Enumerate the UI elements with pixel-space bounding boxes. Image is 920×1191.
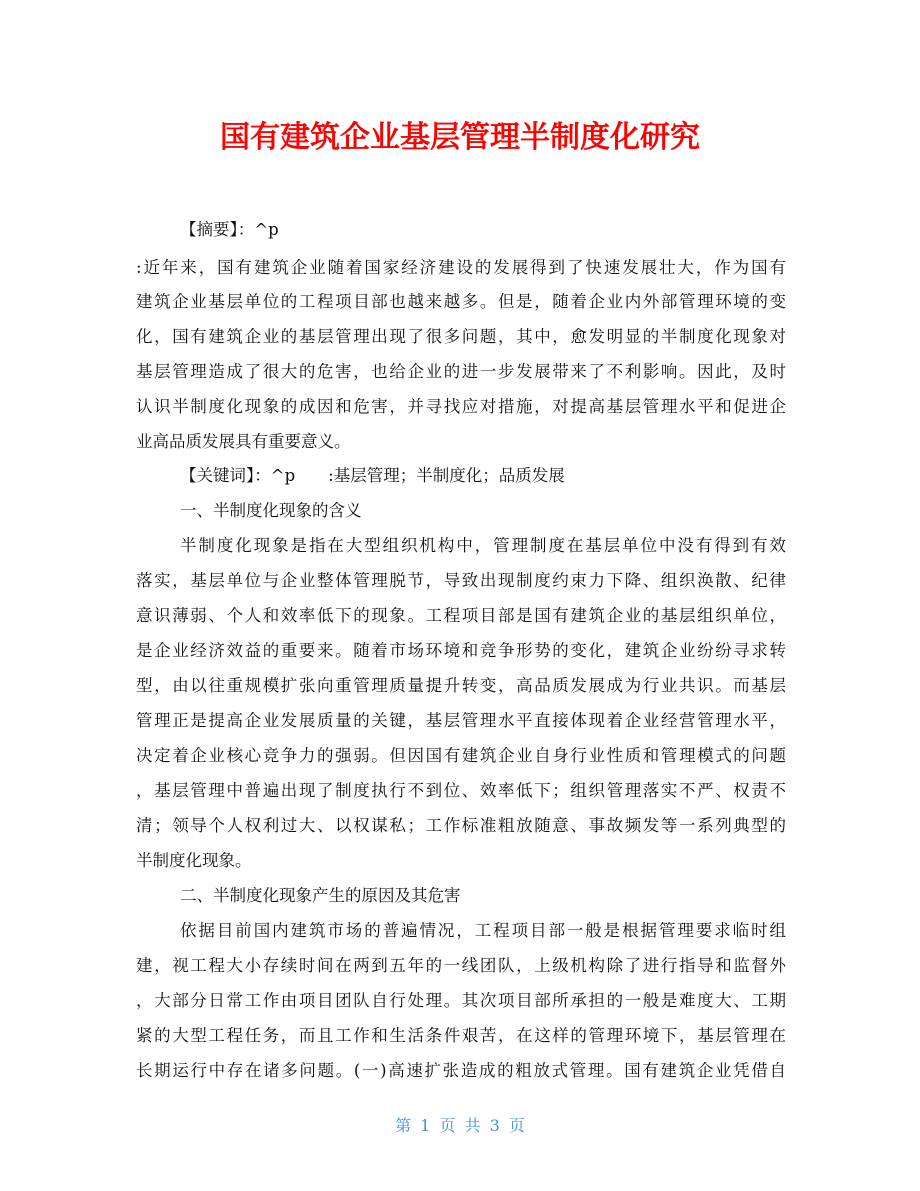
paragraph-line: 决定着企业核心竞争力的强弱。但因国有建筑企业自身行业性质和管理模式的问题 bbox=[136, 746, 786, 765]
document-title: 国有建筑企业基层管理半制度化研究 bbox=[220, 120, 700, 155]
paragraph-line: 基层管理造成了很大的危害，也给企业的进一步发展带来了不利影响。因此，及时 bbox=[136, 362, 786, 381]
paragraph-line: 建，视工程大小存续时间在两到五年的一线团队，上级机构除了进行指导和监督外 bbox=[136, 956, 786, 975]
paragraph-line: 半制度化现象。 bbox=[136, 851, 252, 870]
paragraph-line: 化，国有建筑企业的基层管理出现了很多问题，其中，愈发明显的半制度化现象对 bbox=[136, 327, 786, 346]
page-number-footer: 第 1 页 共 3 页 bbox=[395, 1116, 525, 1135]
paragraph-line: 清；领导个人权利过大、以权谋私；工作标准粗放随意、事故频发等一系列典型的 bbox=[136, 816, 786, 835]
paragraph-line: 建筑企业基层单位的工程项目部也越来越多。但是，随着企业内外部管理环境的变 bbox=[136, 292, 786, 311]
paragraph-line: :近年来，国有建筑企业随着国家经济建设的发展得到了快速发展壮大，作为国有 bbox=[136, 258, 786, 277]
paragraph-line: 半制度化现象是指在大型组织机构中，管理制度在基层单位中没有得到有效 bbox=[180, 536, 786, 555]
paragraph-line: 【关键词】：^p :基层管理；半制度化；品质发展 bbox=[180, 466, 565, 485]
paragraph-line: 落实，基层单位与企业整体管理脱节，导致出现制度约束力下降、组织涣散、纪律 bbox=[136, 571, 786, 590]
paragraph-line: 紧的大型工程任务，而且工作和生活条件艰苦，在这样的管理环境下，基层管理在 bbox=[136, 1026, 786, 1045]
paragraph-line: 长期运行中存在诸多问题。(一)高速扩张造成的粗放式管理。国有建筑企业凭借自 bbox=[136, 1061, 786, 1080]
paragraph-line: ，基层管理中普遍出现了制度执行不到位、效率低下；组织管理落实不严、权责不 bbox=[136, 781, 786, 800]
paragraph-line: 一、半制度化现象的含义 bbox=[180, 501, 362, 520]
paragraph-line: 【摘要】：^p bbox=[180, 220, 279, 239]
paragraph-line: 业高品质发展具有重要意义。 bbox=[136, 432, 351, 451]
paragraph-line: 意识薄弱、个人和效率低下的现象。工程项目部是国有建筑企业的基层组织单位， bbox=[136, 606, 786, 625]
paragraph-line: 是企业经济效益的重要来。随着市场环境和竞争形势的变化，建筑企业纷纷寻求转 bbox=[136, 641, 786, 660]
paragraph-line: ，大部分日常工作由项目团队自行处理。其次项目部所承担的一般是难度大、工期 bbox=[136, 991, 786, 1010]
paragraph-line: 认识半制度化现象的成因和危害，并寻找应对措施，对提高基层管理水平和促进企 bbox=[136, 397, 786, 416]
paragraph-line: 管理正是提高企业发展质量的关键，基层管理水平直接体现着企业经营管理水平， bbox=[136, 711, 786, 730]
paragraph-line: 依据目前国内建筑市场的普遍情况，工程项目部一般是根据管理要求临时组 bbox=[180, 921, 786, 940]
paragraph-line: 二、半制度化现象产生的原因及其危害 bbox=[180, 886, 461, 905]
paragraph-line: 型，由以往重规模扩张向重管理质量提升转变，高品质发展成为行业共识。而基层 bbox=[136, 676, 786, 695]
